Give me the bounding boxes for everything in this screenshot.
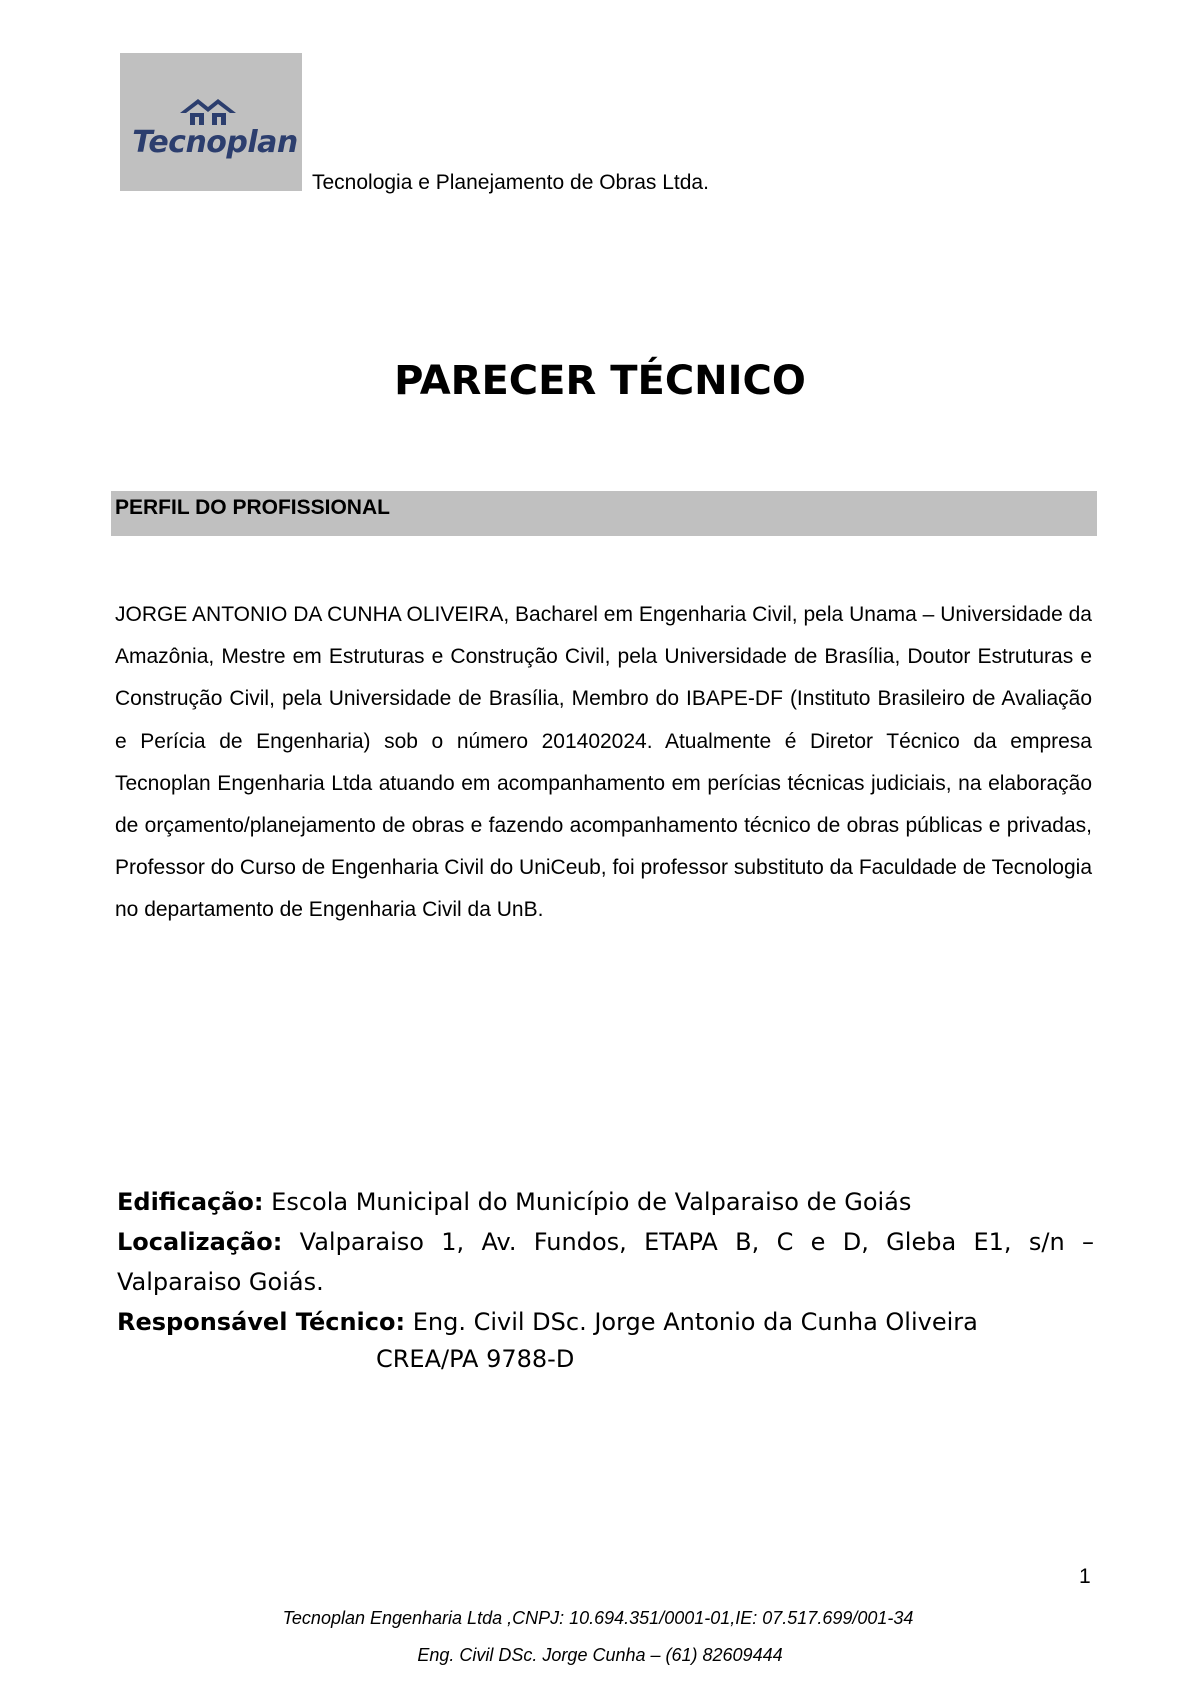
footer-company-line: Tecnoplan Engenharia Ltda ,CNPJ: 10.694.351/0001-01,IE: 07.517.699/001-34: [282, 1608, 914, 1628]
profile-paragraph: JORGE ANTONIO DA CUNHA OLIVEIRA, Bacharel em Engenharia Civil, pela Unama – Universidade da Amazônia, Mestre em Estruturas e Construção Civil, pela Universidade de Brasília, Doutor Estruturas e Construção Civil, pela Universidade de Brasília, Membro do IBAPE-DF (Instituto Brasileiro de Avaliação e Perícia de Engenharia) sob o número 201402024. Atualmente é Diretor Técnico da empresa Tecnoplan Engenharia Ltda atuando em acompanhamento em perícias técnicas judiciais, na elaboração de orçamento/planejamento de obras e fazendo acompanhamento técnico de obras públicas e privadas, Professor do Curso de Engenharia Civil do UniCeub, foi professor substituto da Faculdade de Tecnologia no departamento de Engenharia Civil da UnB.: [115, 603, 1092, 922]
footer-contact-line: Eng. Civil DSc. Jorge Cunha – (61) 82609444: [417, 1645, 783, 1665]
logo-text: Tecnoplan: [132, 125, 298, 160]
building-info: [117, 1182, 1094, 1342]
edificacao-label: Edificação:: [117, 1188, 264, 1216]
company-logo: [120, 53, 302, 191]
house-logo-icon: [178, 95, 238, 127]
localizacao-label: Localização:: [117, 1228, 283, 1256]
edificacao-line: [117, 1182, 1094, 1222]
responsavel-value: Eng. Civil DSc. Jorge Antonio da Cunha Oliveira: [405, 1308, 978, 1336]
page-number: 1: [1079, 1565, 1091, 1588]
section-header: [111, 491, 1097, 536]
crea-number: CREA/PA 9788-D: [376, 1345, 575, 1373]
responsavel-line: [117, 1302, 1094, 1342]
company-tagline: Tecnologia e Planejamento de Obras Ltda.: [312, 171, 709, 194]
localizacao-value: Valparaiso 1, Av. Fundos, ETAPA B, C e D, Gleba E1, s/n –: [282, 1228, 1094, 1256]
localizacao-line-2: Valparaiso Goiás.: [117, 1268, 324, 1296]
responsavel-label: Responsável Técnico:: [117, 1308, 406, 1336]
edificacao-value: Escola Municipal do Município de Valparaiso de Goiás: [263, 1188, 912, 1216]
localizacao-line: [117, 1222, 1094, 1262]
section-label: PERFIL DO PROFISSIONAL: [115, 496, 390, 519]
document-title: PARECER TÉCNICO: [394, 358, 806, 404]
